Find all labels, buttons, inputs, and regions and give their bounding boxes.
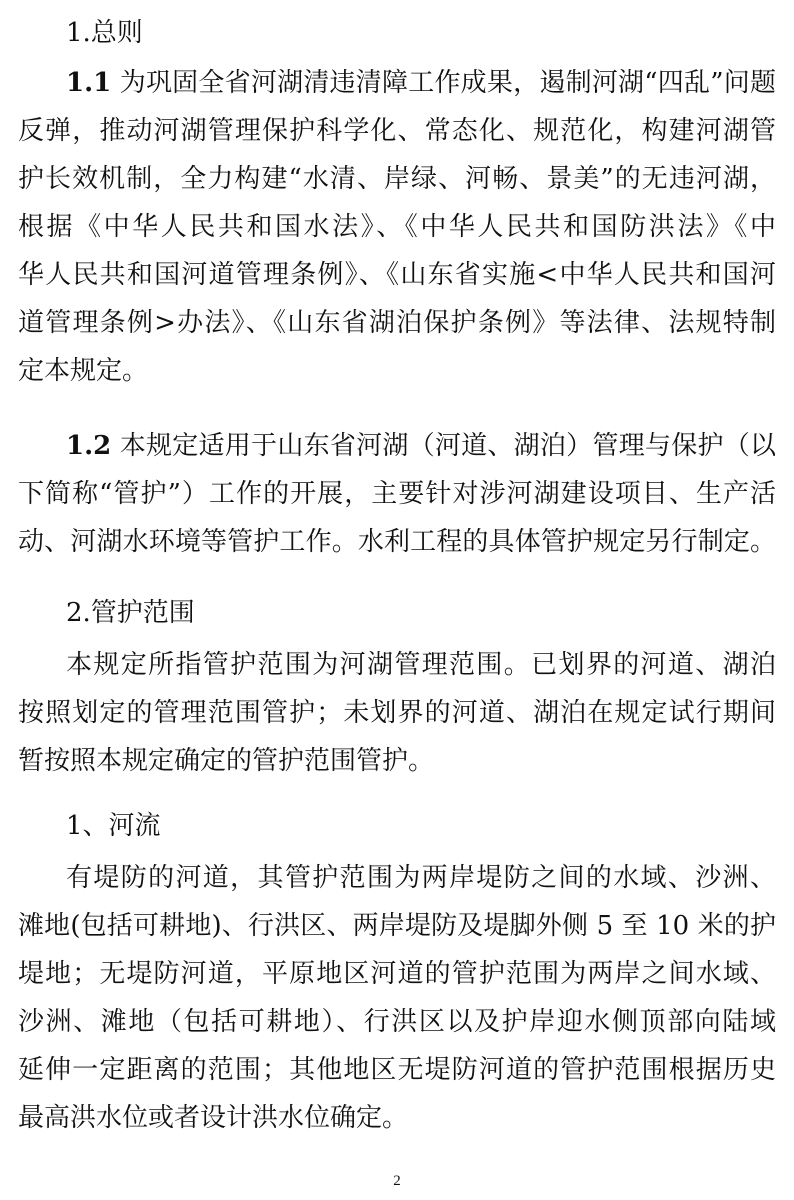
- paragraph-2-intro-line-2: 按照划定的管理范围管护；未划界的河道、湖泊在规定试行期间: [18, 698, 776, 728]
- section-1-heading: 1.总则: [66, 18, 143, 48]
- paragraph-river-line-5: 延伸一定距离的范围；其他地区无堤防河道的管护范围根据历史: [18, 1055, 776, 1085]
- paragraph-river-line-4: 沙洲、滩地（包括可耕地）、行洪区以及护岸迎水侧顶部向陆域: [18, 1007, 776, 1037]
- paragraph-1-1-line-7: 定本规定。: [18, 356, 149, 386]
- paragraph-river-line-6: 最高洪水位或者设计洪水位确定。: [18, 1103, 409, 1133]
- paragraph-1-2-line-1: 1.2 本规定适用于山东省河湖（河道、湖泊）管理与保护（以: [66, 431, 776, 461]
- clause-number-1-1: 1.1: [66, 68, 112, 98]
- paragraph-2-intro-line-3: 暂按照本规定确定的管护范围管护。: [18, 746, 435, 776]
- paragraph-1-2-line-3: 动、河湖水环境等管护工作。水利工程的具体管护规定另行制定。: [18, 527, 776, 557]
- paragraph-1-1-line-5: 华人民共和国河道管理条例》、《山东省实施<中华人民共和国河: [18, 260, 776, 290]
- paragraph-river-line-2: 滩地(包括可耕地)、行洪区、两岸堤防及堤脚外侧 5 至 10 米的护: [18, 911, 776, 941]
- paragraph-1-1-line-3: 护长效机制，全力构建“水清、岸绿、河畅、景美”的无违河湖，: [18, 164, 776, 194]
- paragraph-1-1-line-2: 反弹，推动河湖管理保护科学化、常态化、规范化，构建河湖管: [18, 116, 776, 146]
- section-2-heading: 2.管护范围: [66, 598, 195, 628]
- subsection-river-heading: 1、河流: [66, 811, 161, 841]
- paragraph-river-line-1: 有堤防的河道，其管护范围为两岸堤防之间的水域、沙洲、: [66, 863, 776, 893]
- paragraph-1-1-line-1: 1.1 为巩固全省河湖清违清障工作成果，遏制河湖“四乱”问题: [66, 68, 776, 98]
- paragraph-1-1-line-4: 根据《中华人民共和国水法》、《中华人民共和国防洪法》《中: [18, 212, 776, 242]
- paragraph-1-1-line-6: 道管理条例>办法》、《山东省湖泊保护条例》等法律、法规特制: [18, 308, 776, 338]
- paragraph-2-intro-line-1: 本规定所指管护范围为河湖管理范围。已划界的河道、湖泊: [66, 650, 776, 680]
- paragraph-river-line-3: 堤地；无堤防河道，平原地区河道的管护范围为两岸之间水域、: [18, 959, 776, 989]
- paragraph-1-2-line-2: 下简称“管护”）工作的开展，主要针对涉河湖建设项目、生产活: [18, 479, 776, 509]
- page-number: 2: [393, 1173, 401, 1189]
- clause-number-1-2: 1.2: [66, 431, 112, 461]
